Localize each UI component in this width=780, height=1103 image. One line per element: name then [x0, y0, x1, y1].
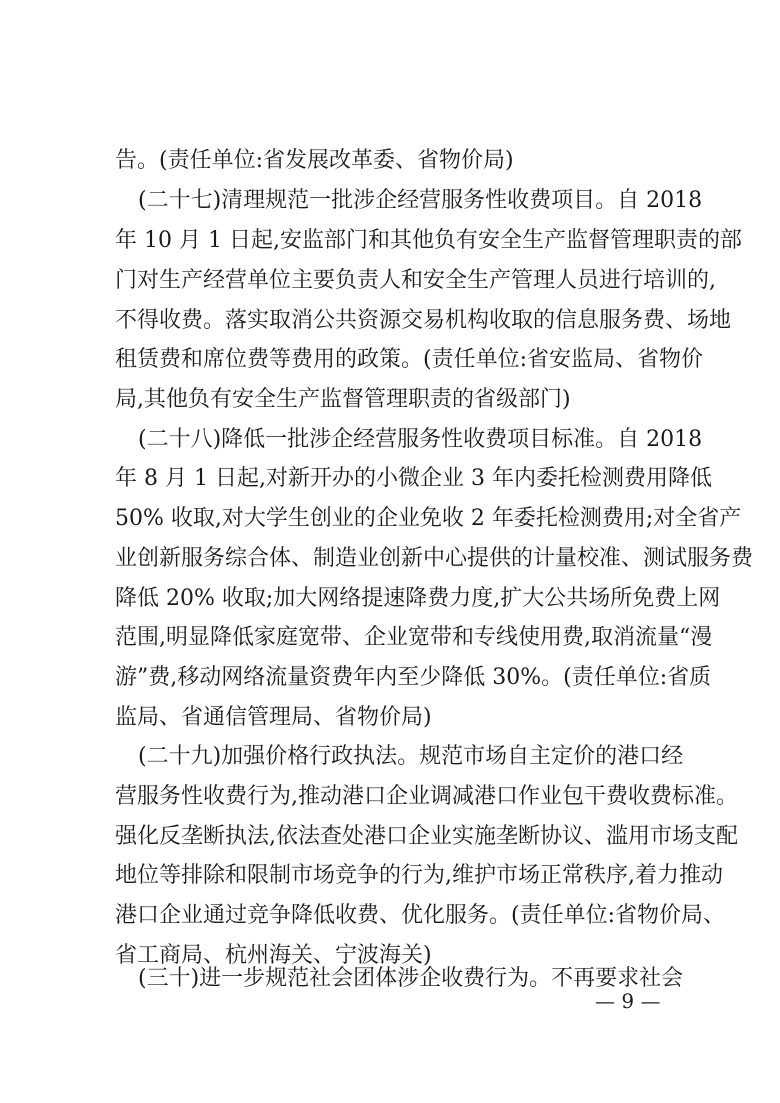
paragraph-line: 营服务性收费行为,推动港口企业调减港口作业包干费收费标准。 [115, 784, 738, 809]
paragraph-line: 范围,明显降低家庭宽带、企业宽带和专线使用费,取消流量“漫 [115, 625, 713, 650]
paragraph-line: 50% 收取,对大学生创业的企业免收 2 年委托检测费用;对全省产 [115, 506, 742, 531]
paragraph-line: 租赁费和席位费等费用的政策。(责任单位:省安监局、省物价 [115, 347, 703, 372]
paragraph-line: 强化反垄断执法,依法查处港口企业实施垄断协议、滥用市场支配 [115, 824, 738, 849]
paragraph-line: 地位等排除和限制市场竞争的行为,维护市场正常秩序,着力推动 [115, 863, 723, 888]
paragraph-line: 不得收费。落实取消公共资源交易机构收取的信息服务费、场地 [115, 308, 732, 333]
paragraph-line: 告。(责任单位:省发展改革委、省物价局) [115, 148, 514, 173]
paragraph-line: 业创新服务综合体、制造业创新中心提供的计量校准、测试服务费 [115, 546, 754, 571]
paragraph-line: 游”费,移动网络流量资费年内至少降低 30%。(责任单位:省质 [115, 665, 712, 690]
paragraph-line: 降低 20% 收取;加大网络提速降费力度,扩大公共场所免费上网 [115, 586, 721, 611]
paragraph-line: (二十七)清理规范一批涉企经营服务性收费项目。自 2018 [138, 188, 703, 213]
paragraph-line: 局,其他负有安全生产监督管理职责的省级部门) [115, 387, 571, 412]
paragraph-line: 门对生产经营单位主要负责人和安全生产管理人员进行培训的, [115, 268, 716, 293]
paragraph-line: (二十九)加强价格行政执法。规范市场自主定价的港口经 [138, 744, 684, 769]
paragraph-line: 监局、省通信管理局、省物价局) [115, 705, 432, 730]
page-number: — 9 — [595, 989, 661, 1013]
paragraph-line: 年 8 月 1 日起,对新开办的小微企业 3 年内委托检测费用降低 [115, 466, 712, 491]
paragraph-line: 省工商局、杭州海关、宁波海关) [115, 943, 432, 968]
paragraph-line: 年 10 月 1 日起,安监部门和其他负有安全生产监督管理职责的部 [115, 228, 742, 253]
paragraph-line: 港口企业通过竞争降低收费、优化服务。(责任单位:省物价局、 [115, 903, 725, 928]
paragraph-line: (三十)进一步规范社会团体涉企收费行为。不再要求社会 [138, 966, 684, 991]
paragraph-line: (二十八)降低一批涉企经营服务性收费项目标准。自 2018 [138, 427, 703, 452]
